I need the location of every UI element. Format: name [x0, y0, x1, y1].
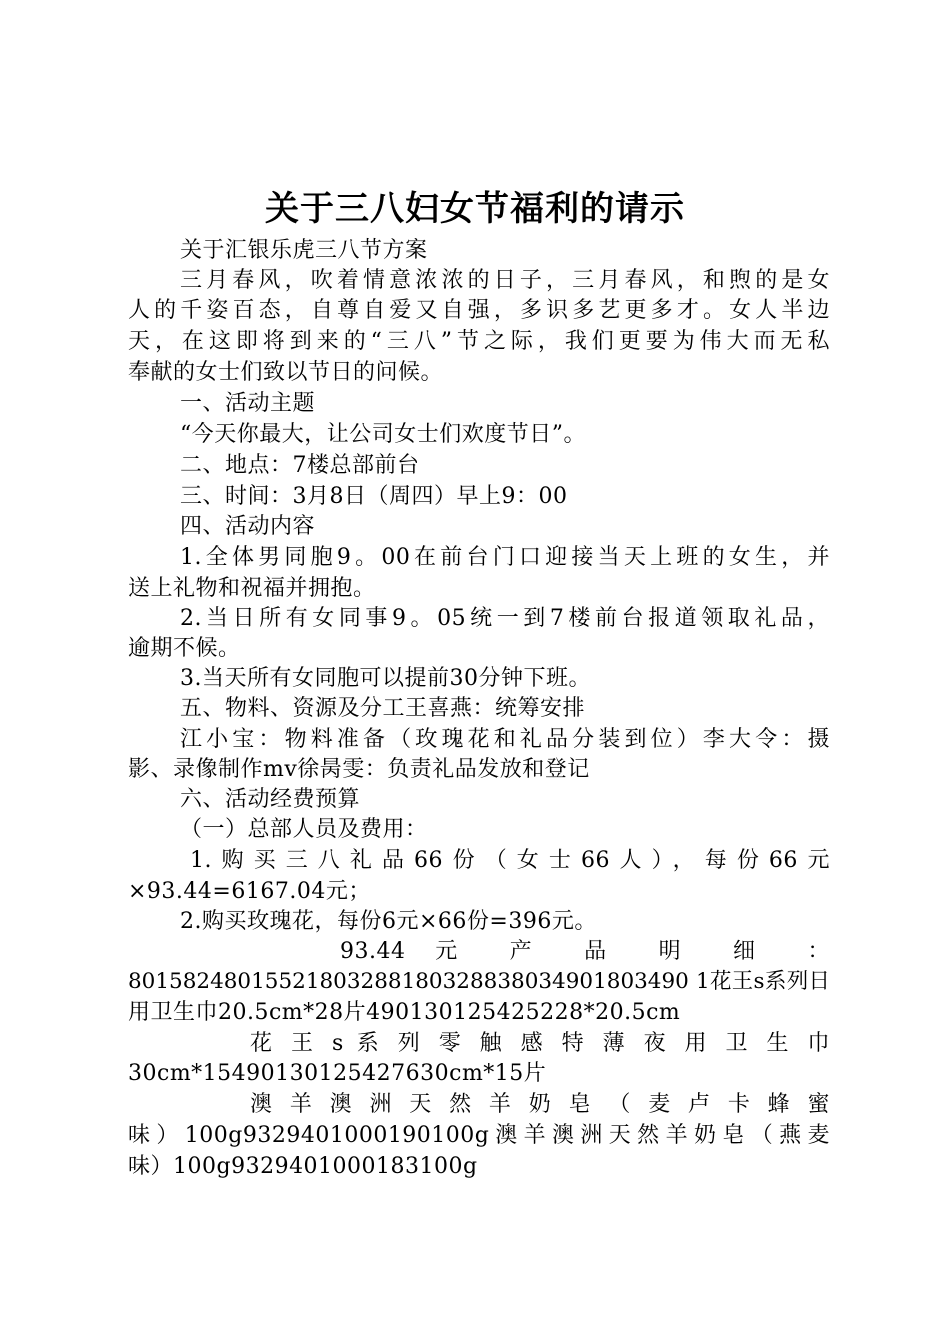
text-line: 关于汇银乐虎三八节方案 [180, 238, 428, 263]
text-line: 人的千姿百态，自尊自爱又自强，多识多艺更多才。女人半边 [128, 298, 830, 323]
text-line: 天，在这即将到来的“三八”节之际，我们更要为伟大而无私 [128, 329, 830, 354]
section-heading: 三、时间：3月8日（周四）早上9：00 [180, 484, 568, 509]
text-line: 逾期不候。 [128, 636, 241, 661]
section-heading: 四、活动内容 [180, 514, 316, 539]
text-line: 80158248015521803288180328838034901803490 1花王s系列日 [128, 969, 830, 994]
text-line: 花 王 s 系 列 零 触 感 特 薄 夜 用 卫 生 巾 [250, 1031, 830, 1056]
text-line: 30cm*15490130125427630cm*15片 [128, 1061, 547, 1086]
text-line: 澳 羊 澳 洲 天 然 羊 奶 皂 （ 麦 卢 卡 蜂 蜜 [250, 1092, 830, 1117]
text-line: 奉献的女士们致以节日的问候。 [128, 360, 444, 385]
list-item: 2.购买玫瑰花，每份6元×66份=396元。 [180, 909, 597, 934]
list-item: 3.当天所有女同胞可以提前30分钟下班。 [180, 666, 591, 691]
document-title: 关于三八妇女节福利的请示 [265, 189, 685, 229]
section-heading: 五、物料、资源及分工王喜燕：统筹安排 [180, 696, 586, 721]
list-item: 1.全体男同胞9。00在前台门口迎接当天上班的女生，并 [180, 545, 830, 570]
text-line: “今天你最大，让公司女士们欢度节日”。 [180, 422, 586, 447]
text-line: 味）100g9329401000183100g [128, 1154, 478, 1179]
text-line: 用卫生巾20.5cm*28片490130125425228*20.5cm [128, 1000, 681, 1025]
section-heading: 一、活动主题 [180, 391, 316, 416]
text-line: ×93.44=6167.04元； [128, 879, 371, 904]
text-line: 影、录像制作mv徐昺雯：负责礼品发放和登记 [128, 757, 590, 782]
section-heading: 六、活动经费预算 [180, 787, 361, 812]
subsection-heading: （一）总部人员及费用： [180, 817, 428, 842]
text-line: 味）100g9329401000190100g澳羊澳洲天然羊奶皂（燕麦 [128, 1123, 830, 1148]
text-line: 93.44 元 产 品 明 细 ： [340, 939, 830, 964]
text-line: 江小宝：物料准备（玫瑰花和礼品分装到位）李大令：摄 [180, 727, 830, 752]
section-heading: 二、地点：7楼总部前台 [180, 453, 420, 478]
list-item: 2.当日所有女同事9。05统一到7楼前台报道领取礼品， [180, 606, 830, 631]
text-line: 三月春风，吹着情意浓浓的日子，三月春风，和煦的是女 [180, 268, 830, 293]
text-line: 送上礼物和祝福并拥抱。 [128, 576, 376, 601]
list-item: 1.购买三八礼品66份（女士66人），每份66元 [190, 848, 830, 873]
